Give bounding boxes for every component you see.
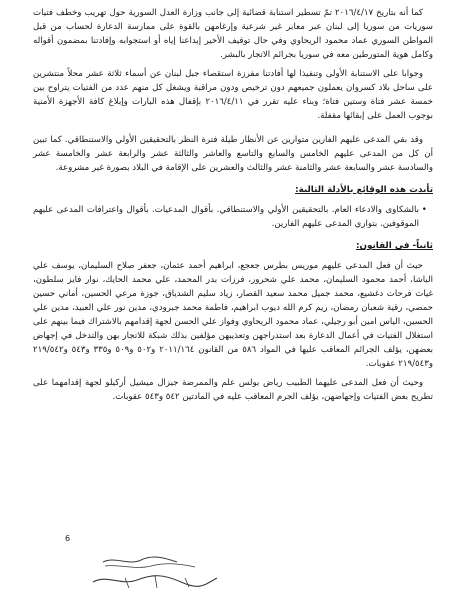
document-body <box>33 6 433 409</box>
paragraph-charges-doctor-nurse: وحيث أن فعل المدعى عليهما الطبيب رياض بولس علم والممرضة جيزال ميشيل أركيلو لجهة إقدامهما على تطريح بعض الفتيات وإجهاضهن، يؤلف الجرم المعاقب عليه في المادتين ٥٤٢ و٥٤٣ عقوبات. <box>33 378 433 402</box>
paragraph-charges-network: حيث أن فعل المدعى عليهم موريس بطرس جعجع، ابراهيم أحمد عثمان، جعفر صلاح السليمان، يوسف علي الباشا، أحمد محمود السليمان، محمد علي شحرور، فرزات بدر المحمد، علي محمد الحايك، نوار فايز سلطون، غياث فرحات دغشيع، محمد جميل محمد سعيد القصار، زياد سليم الشدياق، جوزة مرعي الحسين، أماني حسين حمصي، رقية شعبان رمضان، ريم كرم الله ديوب ابراهيم، فاطمة محمد جبرودي، مدين نور علي العبيد، مدين علي الحسين، الياس امين أبو رجيلي، عماد محمود الريحاوي وفواز علي الحسن لجهة إقدامهم بالاشتراك فيما بينهم على استغلال الفتيات في أعمال الدعارة بعد استدراجهن وتعذيبهن مؤلفين بذلك شبكة للاتجار بهن والتدخل في إجهاض بعضهن، يؤلف الجرائم المعاقب عليها في المواد ٥٨٦ من القانون ٢٠١١/١٦٤ و٥٠٢ و٥٠٩ و٣٣٥ و٥٤٣ و٢١٩/٥٤٢ و٢١٩/٥٤٣ عقوبات. <box>33 261 433 369</box>
heading-evidence: تأيدت هذه الوقائع بالأدلة التالية: <box>295 185 433 195</box>
handwritten-signature-icon <box>85 552 225 594</box>
paragraph-rogatory-commission: كما أنه بتاريخ ٢٠١٦/٤/١٧ تمّ تسطير استنابة قضائية إلى جانب وزارة العدل السورية حول تهريب وخطف فتيات سوريات من سوريا إلى لبنان عبر معابر غير شرعية وإرغامهن بالقوة على ممارسة الدعارة لحساب من قبل المواطن السوري عماد محمود الريحاوي وفي حال توقيف الأخير إيداعنا إياه أو استجوابه وإفادتنا بمضمون أقواله وكامل هوية المتورطين معه في سوريا بجرائم الاتجار بالبشر. <box>33 8 433 60</box>
evidence-list <box>33 203 433 231</box>
paragraph-investigation-response: وجوابا على الاستنابة الأولى وتنفيذا لها أفادتنا مفرزة استقصاء جبل لبنان عن أسماء ثلاثة عشر محلاً منتشرين على ساحل بلاد كسروان يعملون جميعهم دون ترخيص ودون مراقبة ويشغل كل منهم عدد من الفتيات يتراوح بين خمسة عشر فتاة وستين فتاة؛ وبناء عليه تقرر في ٢٠١٦/٤/١١ بإقفال هذه البارات وإبلاغ كافة الأجهزة الأمنية بوجوب العمل على إبقائها مقفلة. <box>33 69 433 121</box>
heading-law: ثانياً- في القانون: <box>355 241 433 251</box>
page-number: 6 <box>65 534 71 543</box>
paragraph-fugitive-defendants: وقد بقي المدعى عليهم الفارين متوارين عن الأنظار طيلة فترة النظر بالتحقيقين الأولي والاستنطاقي. كما تبين أن كل من المدعى عليهم الخامس والسابع والتاسع والعاشر والثالثة عشر والرابعة عشر والخامسة عشر والسادسة عشر والسابعة عشر والثامنة عشر والثالث والعشرين على الإقامة في البلاد بصورة غير مشروعة. <box>33 135 433 173</box>
evidence-item: • بالشكاوى والادعاء العام. بالتحقيقين الأولي والاستنطاقي. بأقوال المدعيات. بأقوال واعترافات المدعى عليهم الموقوفين. بتواري المدعى عليهم الفارين. <box>33 203 419 231</box>
